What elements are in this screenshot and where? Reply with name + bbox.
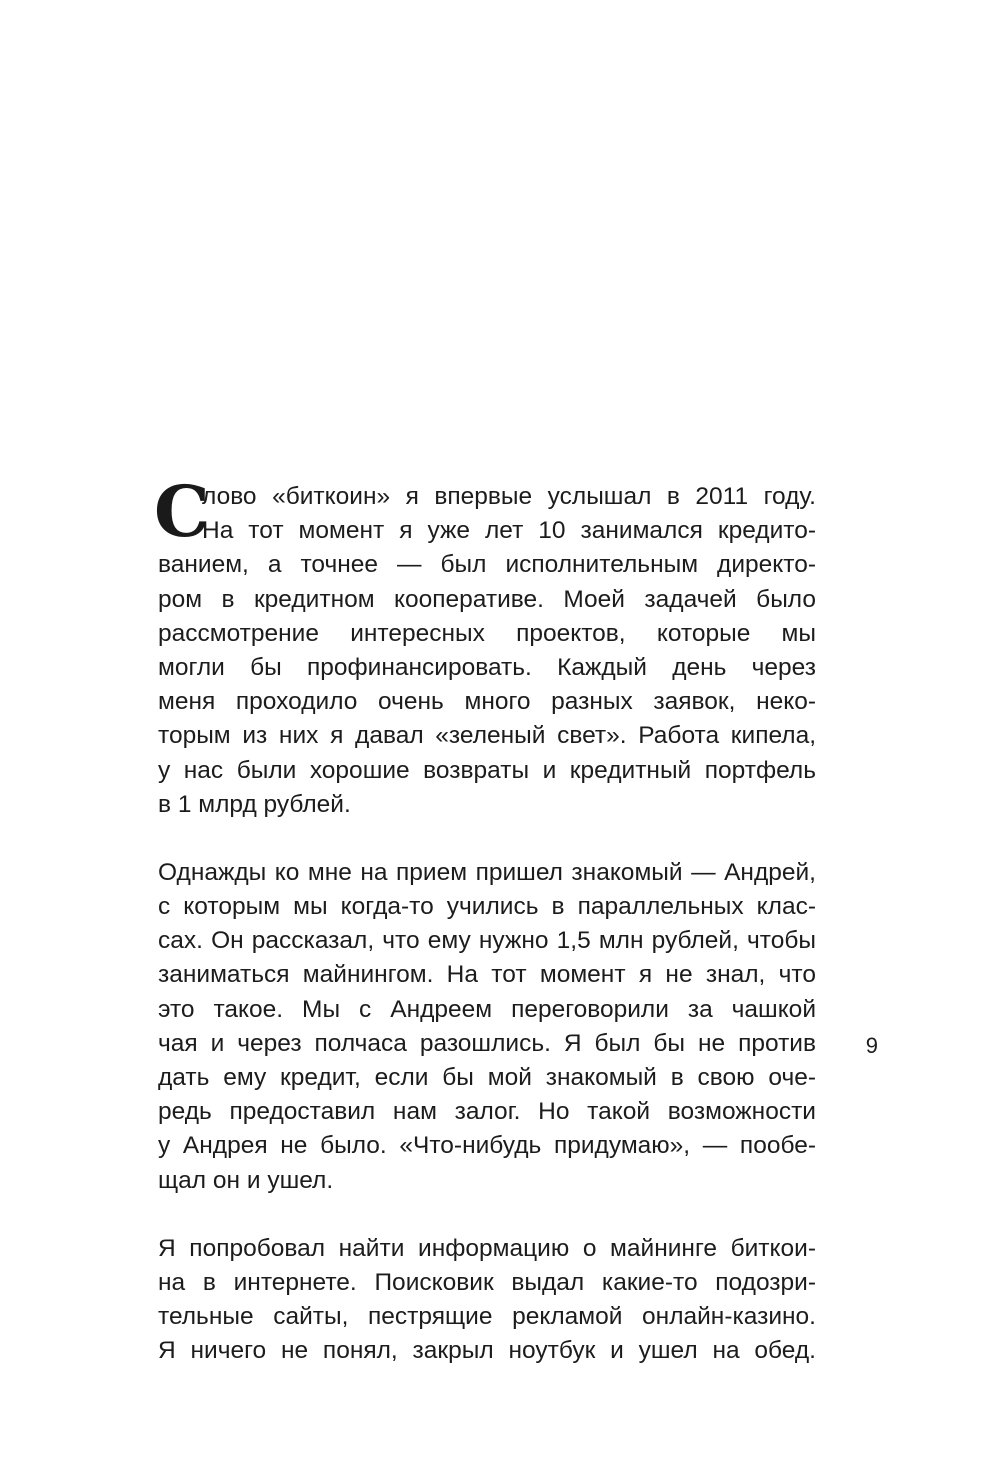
text-line: Я ничего не понял, закрыл ноутбук и ушел на обед.: [158, 1337, 816, 1365]
text-line: заниматься майнингом. На тот момент я не знал, что: [158, 961, 816, 989]
text-line: у Андрея не было. «Что-нибудь придумаю», — пообе-: [158, 1132, 816, 1160]
text-line: ванием, а точнее — был исполнительным директо-: [158, 551, 816, 579]
text-line: Я попробовал найти информацию о майнинге биткои-: [158, 1234, 816, 1262]
text-line: дать ему кредит, если бы мой знакомый в свою оче-: [158, 1064, 816, 1091]
text-line: у нас были хорошие возвраты и кредитный портфель: [158, 756, 816, 784]
text-line: в 1 млрд рублей.: [158, 790, 351, 818]
paragraph-1: [154, 470, 816, 822]
text-line: меня проходило очень много разных заявок, неко-: [158, 688, 816, 716]
text-line: На тот момент я уже лет 10 занимался кредито-: [202, 517, 816, 545]
text-line: с которым мы когда-то учились в параллельных клас-: [158, 893, 816, 921]
text-line: на в интернете. Поисковик выдал какие-то подозри-: [158, 1268, 816, 1296]
text-line: тельные сайты, пестрящие рекламой онлайн-казино.: [158, 1303, 816, 1331]
paragraph-3: [158, 1232, 816, 1369]
text-line: могли бы профинансировать. Каждый день через: [158, 653, 816, 681]
text-line: ром в кредитном кооперативе. Моей задачей было: [158, 585, 816, 613]
text-line: Однажды ко мне на прием пришел знакомый — Андрей,: [158, 858, 816, 886]
drop-cap: С: [154, 470, 210, 553]
text-line: рассмотрение интересных проектов, которые мы: [158, 619, 816, 647]
page-number: 9: [865, 1033, 878, 1058]
text-line: редь предоставил нам залог. Но такой возможности: [158, 1098, 816, 1126]
text-line: щал он и ушел.: [158, 1166, 334, 1194]
text-line: сах. Он рассказал, что ему нужно 1,5 млн рублей, чтобы: [158, 927, 816, 955]
body-text: [154, 470, 816, 1369]
text-line-content: лово «биткоин» я впервые услышал в 2011 году.: [202, 483, 816, 510]
text-line: чая и через полчаса разошлись. Я был бы не против: [158, 1029, 816, 1057]
text-line: торым из них я давал «зеленый свет». Работа кипела,: [158, 722, 816, 750]
paragraph-2: [158, 856, 816, 1198]
text-line: это такое. Мы с Андреем переговорили за чашкой: [158, 995, 816, 1023]
